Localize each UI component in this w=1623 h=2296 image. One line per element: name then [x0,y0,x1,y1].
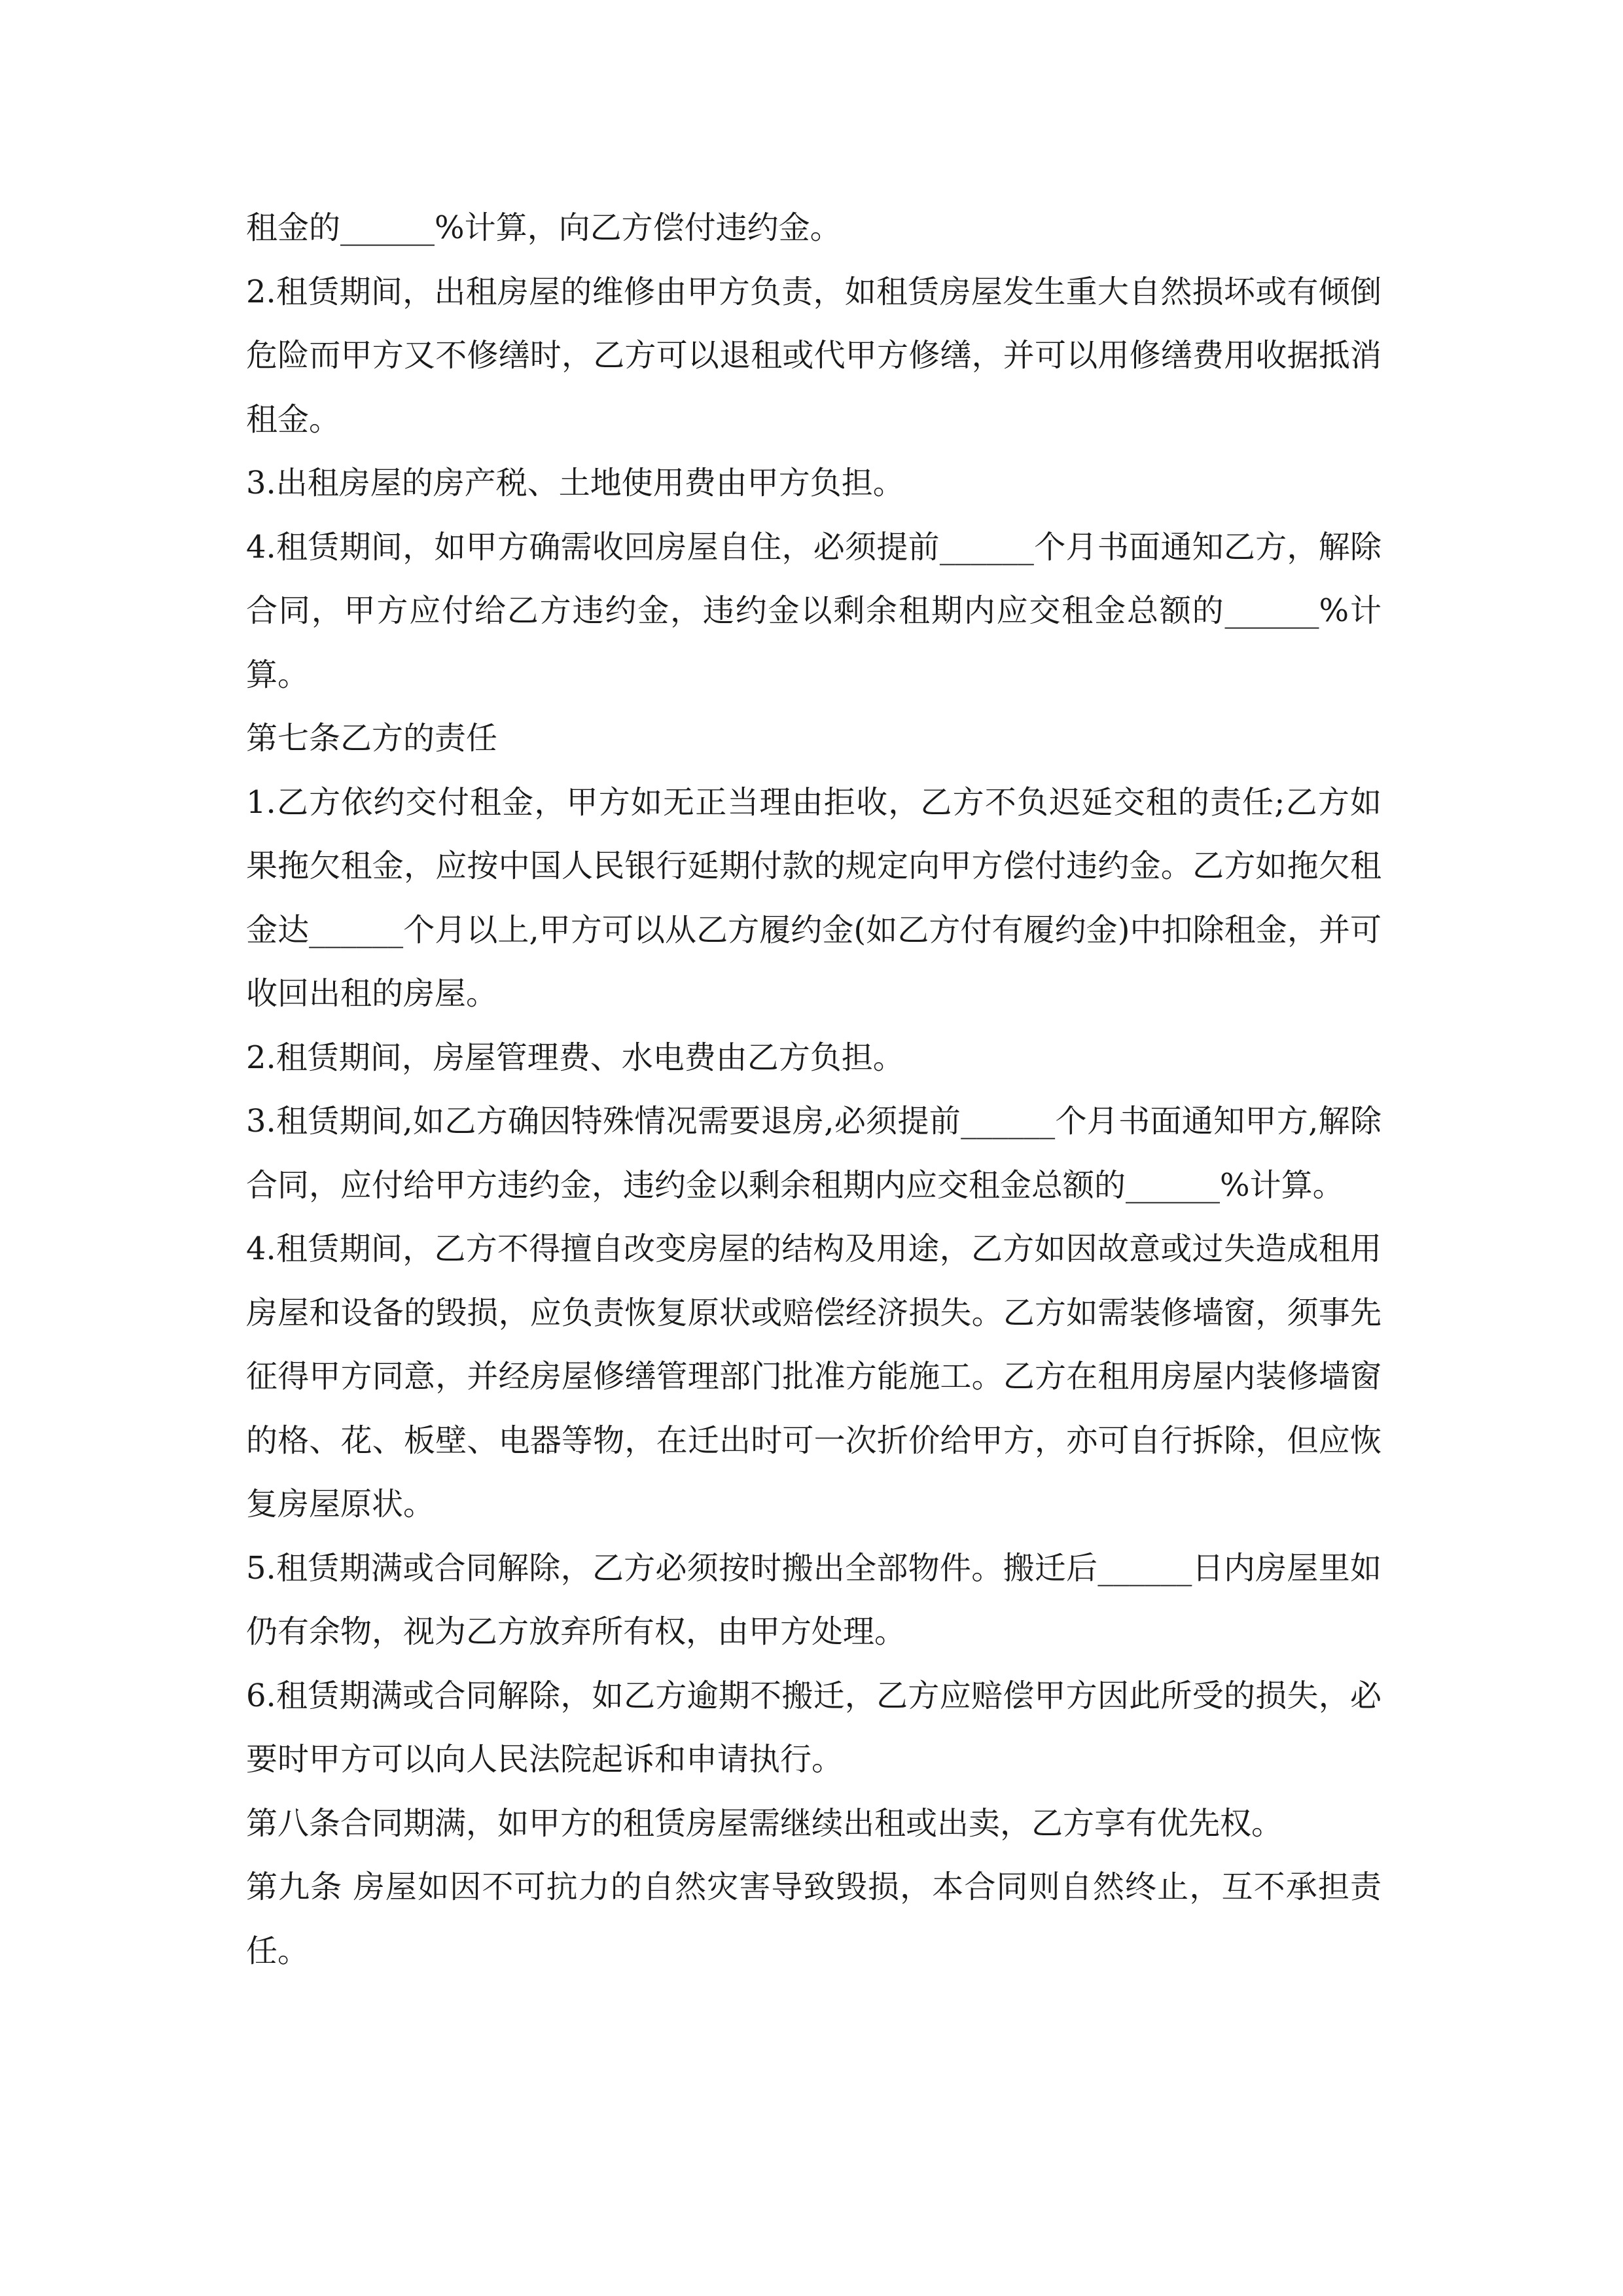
paragraph-landlord-reclaim: 4.租赁期间，如甲方确需收回房屋自住，必须提前______个月书面通知乙方，解除合同，甲方应付给乙方违约金，违约金以剩余租期内应交租金总额的______%计算。 [246,528,1382,693]
document-body [246,196,1382,1983]
paragraph-tenant-termination: 3.租赁期间,如乙方确因特殊情况需要退房,必须提前______个月书面通知甲方,解除合同，应付给甲方违约金，违约金以剩余租期内应交租金总额的______%计算。 [246,1103,1382,1204]
section-article-9: 第九条 房屋如因不可抗力的自然灾害导致毁损，本合同则自然终止，互不承担责任。 [246,1869,1382,1969]
paragraph-rent-payment: 1.乙方依约交付租金，甲方如无正当理由拒收，乙方不负迟延交租的责任;乙方如果拖欠租金，应按中国人民银行延期付款的规定向甲方偿付违约金。乙方如拖欠租金达______个月以上,甲方可以从乙方履约金(如乙方付有履约金)中扣除租金，并可收回出租的房屋。 [246,783,1382,1012]
paragraph-management-fees: 2.租赁期间，房屋管理费、水电费由乙方负担。 [246,1039,904,1076]
paragraph-alterations: 4.租赁期间，乙方不得擅自改变房屋的结构及用途，乙方如因故意或过失造成租用房屋和设备的毁损，应负责恢复原状或赔偿经济损失。乙方如需装修墙窗，须事先征得甲方同意，并经房屋修缮管理部门批准方能施工。乙方在租用房屋内装修墙窗的格、花、板壁、电器等物，在迁出时可一次折价给甲方，亦可自行拆除，但应恢复房屋原状。 [246,1230,1382,1522]
paragraph-move-out: 5.租赁期满或合同解除，乙方必须按时搬出全部物件。搬迁后______日内房屋里如仍有余物，视为乙方放弃所有权，由甲方处理。 [246,1549,1382,1650]
paragraph-overstay: 6.租赁期满或合同解除，如乙方逾期不搬迁，乙方应赔偿甲方因此所受的损失，必要时甲方可以向人民法院起诉和申请执行。 [246,1677,1382,1778]
section-heading-article-7: 第七条乙方的责任 [246,720,498,757]
paragraph-penalty-rate-continued: 租金的______%计算，向乙方偿付违约金。 [246,209,842,246]
paragraph-repair-responsibility: 2.租赁期间，出租房屋的维修由甲方负责，如租赁房屋发生重大自然损坏或有倾倒危险而甲方又不修缮时，乙方可以退租或代甲方修缮，并可以用修缮费用收据抵消租金。 [246,273,1382,438]
section-article-8: 第八条合同期满，如甲方的租赁房屋需继续出租或出卖，乙方享有优先权。 [246,1804,1283,1842]
paragraph-property-tax: 3.出租房屋的房产税、土地使用费由甲方负担。 [246,465,904,501]
